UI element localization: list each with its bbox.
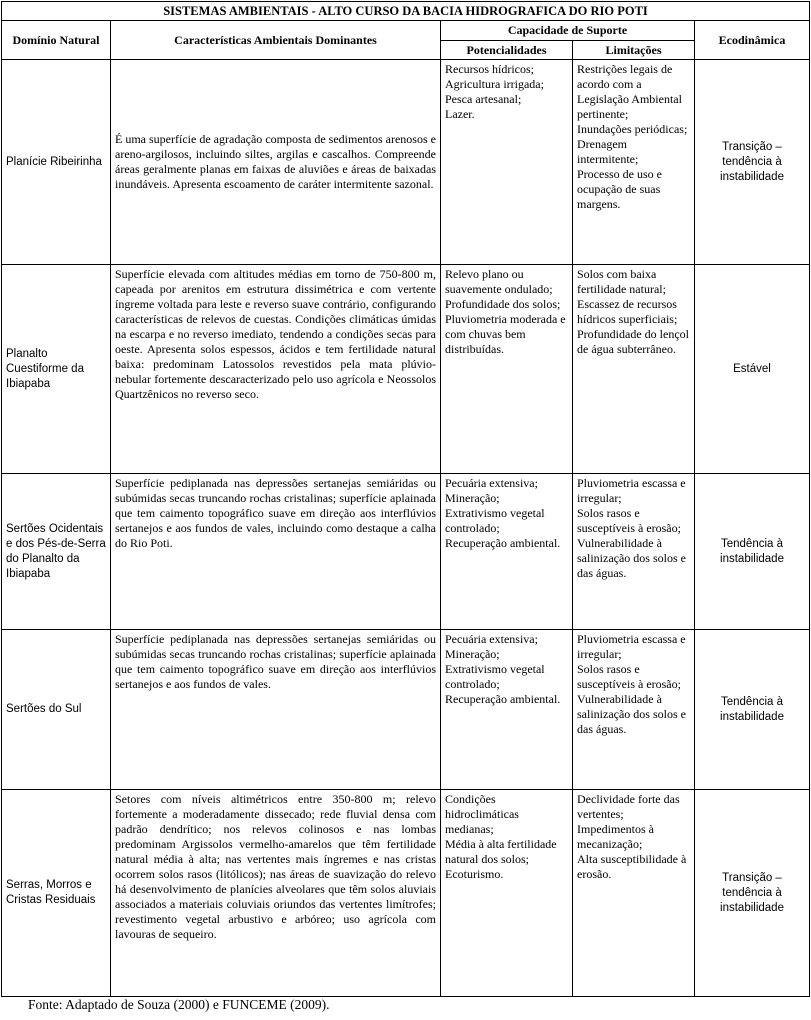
- header-caracteristicas: Características Ambientais Dominantes: [111, 21, 441, 60]
- limitacoes-cell: [573, 790, 695, 997]
- list-item: Mineração;: [445, 491, 500, 505]
- list-item: Processo de uso e ocupação de suas margens.: [577, 167, 662, 211]
- list-item: Escassez de recursos hídricos superficiais;: [577, 297, 678, 326]
- environmental-systems-table: [1, 1, 810, 997]
- list-item: Inundações periódicas;: [577, 122, 688, 136]
- source-caption: Fonte: Adaptado de Souza (2000) e FUNCEME (2009).: [28, 997, 330, 1012]
- list-item: Mineração;: [445, 647, 500, 661]
- header-capacidade-suporte: Capacidade de Suporte: [441, 21, 695, 41]
- table-row-serras-morros-cristas: [2, 790, 810, 997]
- ecodinamica-cell: Tendência à instabilidade: [695, 630, 810, 790]
- list-item: Drenagem intermitente;: [577, 137, 639, 166]
- list-item: Agricultura irrigada;: [445, 77, 544, 91]
- list-item: Condições hidroclimáticas medianas;: [445, 792, 519, 836]
- environmental-systems-table-container: [1, 1, 810, 997]
- ecodinamica-cell: Tendência à instabilidade: [695, 474, 810, 630]
- caracteristicas-cell: Superfície pediplanada nas depressões sertanejas semiáridas ou subúmidas secas truncando rochas cristalinas; superfície aplainada que tem caimento topográfico suave em direção aos interflúvios sertanejos e aos fundos de vales, incluindo como destaque a calha do Rio Poti.: [111, 474, 441, 630]
- list-item: Extrativismo vegetal controlado;: [445, 506, 545, 535]
- table-row-planicie-ribeirinha: [2, 60, 810, 265]
- list-item: Pesca artesanal;: [445, 92, 522, 106]
- list-item: Pecuária extensiva;: [445, 632, 538, 646]
- list-item: Impedimentos à mecanização;: [577, 822, 654, 851]
- limitacoes-cell: [573, 474, 695, 630]
- table-row-sertoes-ocidentais: [2, 474, 810, 630]
- dominio-cell: Sertões Ocidentais e dos Pés-de-Serra do Planalto da Ibiapaba: [2, 474, 111, 630]
- list-item: Alta susceptibilidade à erosão.: [577, 852, 687, 881]
- potencialidades-cell: [441, 60, 573, 265]
- limitacoes-cell: [573, 265, 695, 474]
- list-item: Vulnerabilidade à salinização dos solos e das águas.: [577, 536, 686, 580]
- list-item: Pluviometria escassa e irregular;: [577, 632, 686, 661]
- potencialidades-cell: [441, 790, 573, 997]
- ecodinamica-cell: Estável: [695, 265, 810, 474]
- potencialidades-cell: [441, 265, 573, 474]
- ecodinamica-cell: Transição – tendência à instabilidade: [695, 60, 810, 265]
- list-item: Recuperação ambiental.: [445, 692, 561, 706]
- dominio-cell: Sertões do Sul: [2, 630, 111, 790]
- caracteristicas-cell: Superfície elevada com altitudes médias em torno de 750-800 m, capeada por arenitos em estrutura dissimétrica e com vertente íngreme voltada para leste e reverso suave contrário, configurando características de relevos de cuestas. Condições climáticas úmidas na escarpa e no reverso imediato, tendendo a condições secas para oeste. Apresenta solos espessos, ácidos e tem fertilidade natural baixa: predominam Latossolos revestidos pela mata plúvio-nebular fortemente descaracterizado pelo uso agrícola e Neossolos Quartzênicos no reverso seco.: [111, 265, 441, 474]
- list-item: Vulnerabilidade à salinização dos solos e das águas.: [577, 692, 686, 736]
- header-potencialidades: Potencialidades: [441, 40, 573, 60]
- dominio-cell: Planalto Cuestiforme da Ibiapaba: [2, 265, 111, 474]
- dominio-cell: Serras, Morros e Cristas Residuais: [2, 790, 111, 997]
- list-item: Extrativismo vegetal controlado;: [445, 662, 545, 691]
- list-item: Profundidade dos solos;: [445, 297, 561, 311]
- list-item: Solos rasos e susceptíveis à erosão;: [577, 662, 681, 691]
- list-item: Pecuária extensiva;: [445, 476, 538, 490]
- header-limitacoes: Limitações: [573, 40, 695, 60]
- list-item: Restrições legais de acordo com a Legislação Ambiental pertinente;: [577, 62, 682, 121]
- list-item: Solos rasos e susceptíveis à erosão;: [577, 506, 681, 535]
- header-ecodinamica: Ecodinâmica: [695, 21, 810, 60]
- limitacoes-cell: [573, 60, 695, 265]
- list-item: Declividade forte das vertentes;: [577, 792, 680, 821]
- list-item: Pluviometria escassa e irregular;: [577, 476, 686, 505]
- potencialidades-cell: [441, 630, 573, 790]
- header-dominio-natural: Domínio Natural: [2, 21, 111, 60]
- table-row-sertoes-do-sul: [2, 630, 810, 790]
- list-item: Profundidade do lençol de água subterrâneo.: [577, 327, 689, 356]
- list-item: Pluviometria moderada e com chuvas bem distribuídas.: [445, 312, 566, 356]
- limitacoes-cell: [573, 630, 695, 790]
- list-item: Média à alta fertilidade natural dos solos;: [445, 837, 557, 866]
- list-item: Recursos hídricos;: [445, 62, 534, 76]
- ecodinamica-cell: Transição – tendência à instabilidade: [695, 790, 810, 997]
- list-item: Ecoturismo.: [445, 867, 504, 881]
- caracteristicas-cell: É uma superfície de agradação composta de sedimentos arenosos e areno-argilosos, incluindo siltes, argilas e cascalhos. Compreende áreas geralmente planas em faixas de aluviões e áreas de baixadas inundáveis. Apresenta escoamento de caráter intermitente sazonal.: [111, 60, 441, 265]
- dominio-cell: Planície Ribeirinha: [2, 60, 111, 265]
- caracteristicas-cell: Setores com níveis altimétricos entre 350-800 m; relevo fortemente a moderadamente dissecado; rede fluvial densa com padrão dendrítico; nos relevos colinosos e nas lombas predominam Argissolos vermelho-amarelos que têm fertilidade natural média à alta; nas vertentes mais íngremes e nas cristas ocorrem solos rasos (litólicos); nas áreas de suavização do relevo há desenvolvimento de planícies alveolares que têm solos aluviais associados a materiais coluviais oriundos das vertentes limítrofes; revestimento vegetal arbustivo e arbóreo; uso agrícola com lavouras de sequeiro.: [111, 790, 441, 997]
- potencialidades-cell: [441, 474, 573, 630]
- table-title: SISTEMAS AMBIENTAIS - ALTO CURSO DA BACIA HIDROGRAFICA DO RIO POTI: [2, 2, 810, 21]
- caracteristicas-cell: Superfície pediplanada nas depressões sertanejas semiáridas ou subúmidas secas truncando rochas cristalinas; superfície aplainada que tem caimento topográfico suave em direção aos interflúvios sertanejos e aos fundos de vales.: [111, 630, 441, 790]
- table-row-planalto-ibiapaba: [2, 265, 810, 474]
- list-item: Relevo plano ou suavemente ondulado;: [445, 267, 553, 296]
- list-item: Solos com baixa fertilidade natural;: [577, 267, 666, 296]
- list-item: Recuperação ambiental.: [445, 536, 561, 550]
- list-item: Lazer.: [445, 107, 475, 121]
